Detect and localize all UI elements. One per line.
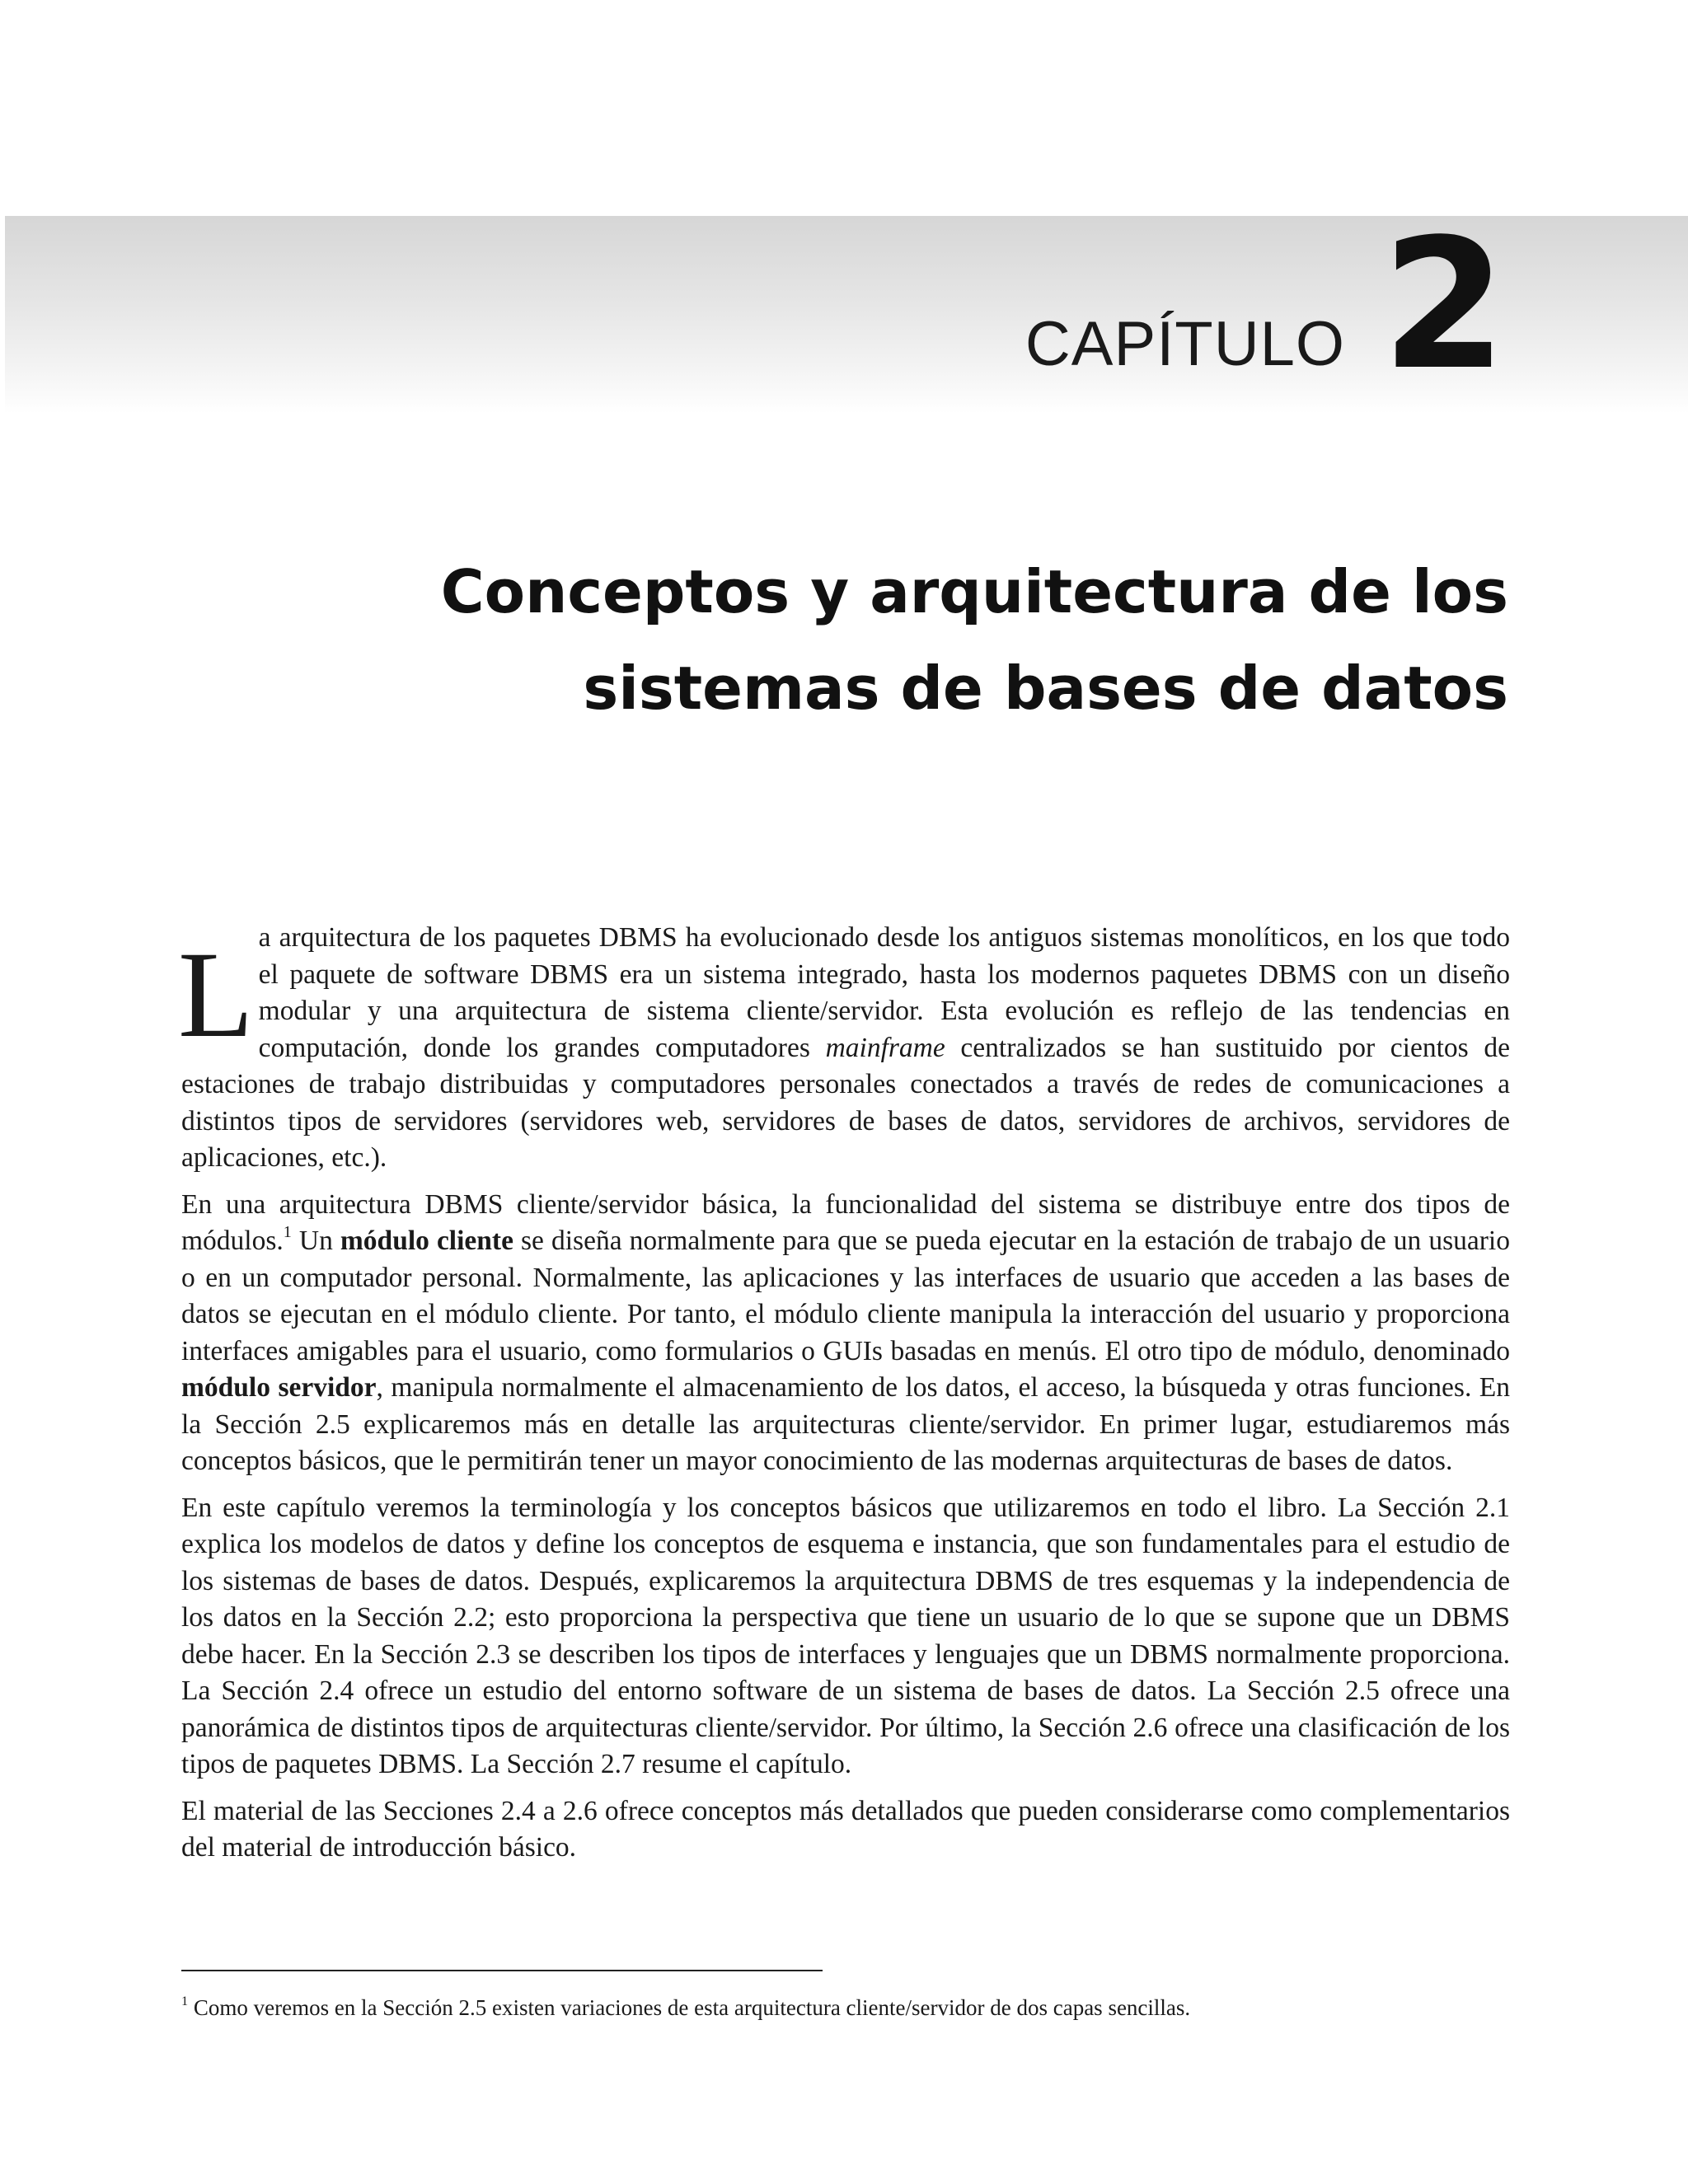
paragraph-client-server (181, 1187, 1510, 1480)
intro-italic-term: mainframe (825, 1032, 945, 1063)
footnote-divider (181, 1970, 823, 1971)
term-modulo-servidor: módulo servidor (181, 1372, 377, 1403)
term-modulo-cliente: módulo cliente (340, 1226, 513, 1256)
cs-text-a: En una arquitectura DBMS cliente/servidor básica, la funcionalidad del sistema se distribuye entre dos tipos de módulos. (181, 1188, 1510, 1256)
cs-text-d: , manipula normalmente el almacenamiento de los datos, el acceso, la búsqueda y otras funciones. En la Sección 2.5 explicaremos más en detalle las arquitecturas cliente/servidor. En primer lugar, estudiaremos más conceptos básicos, que le permitirán tener un mayor conocimiento de las modernas arquitecturas de bases de datos. (181, 1372, 1510, 1476)
footnote-reference[interactable]: 1 (283, 1222, 292, 1241)
footnote-number: 1 (181, 1993, 189, 2008)
chapter-label: CAPÍTULO (1025, 309, 1345, 379)
chapter-title-line-2: sistemas de bases de datos (583, 654, 1508, 723)
intro-text-b: centralizados se han sustituido por cientos de estaciones de trabajo distribuidas y computadores personales conectados a través de redes de comunicaciones a distintos tipos de servidores (servidores web, servidores de bases de datos, servidores de archivos, servidores de aplicaciones, etc.). (181, 1032, 1511, 1173)
footnote-text: Como veremos en la Sección 2.5 existen variaciones de esta arquitectura cliente/servidor de dos capas sencillas. (188, 1995, 1191, 2020)
paragraph-advanced-sections: El material de las Secciones 2.4 a 2.6 ofrece conceptos más detallados que pueden considerarse como complementarios del material de introducción básico. (181, 1795, 1510, 1863)
chapter-title-line-1: Conceptos y arquitectura de los (440, 557, 1508, 626)
cs-text-c: se diseña normalmente para que se pueda ejecutar en la estación de trabajo de un usuario o en un computador personal. Normalmente, las aplicaciones y las interfaces de usuario que acceden a las bases de datos se ejecutan en el módulo cliente. Por tanto, el módulo cliente manipula la interacción del usuario y proporciona interfaces amigables para el usuario, como formularios o GUIs basadas en menús. El otro tipo de módulo, denominado (181, 1226, 1510, 1366)
intro-text-a: a arquitectura de los paquetes DBMS ha evolucionado desde los antiguos sistemas monolíticos, en los que todo el paquete de software DBMS era un sistema integrado, hasta los modernos paquetes DBMS con un diseño modular y una arquitectura de sistema cliente/servidor. Esta evolución es reflejo de las tendencias en computación, donde los grandes computadores (258, 922, 1510, 1063)
chapter-title (272, 544, 1508, 737)
drop-cap: L (178, 926, 254, 1063)
paragraph-chapter-overview: En este capítulo veremos la terminología y los conceptos básicos que utilizaremos en todo el libro. La Sección 2.1 explica los modelos de datos y define los conceptos de esquema e instancia, que son fundamentales para el estudio de los sistemas de bases de datos. Después, explicaremos la arquitectura DBMS de tres esquemas y la independencia de los datos en la Sección 2.2; esto proporciona la perspectiva que tiene un usuario de lo que se supone que un DBMS debe hacer. En la Sección 2.3 se describen los tipos de interfaces y lenguajes que un DBMS normalmente proporciona. La Sección 2.4 ofrece un estudio del entorno software de un sistema de bases de datos. La Sección 2.5 ofrece una panorámica de distintos tipos de arquitecturas cliente/servidor. Por último, la Sección 2.6 ofrece una clasificación de los tipos de paquetes DBMS. La Sección 2.7 resume el capítulo. (181, 1492, 1510, 1779)
paragraph-intro (178, 920, 1511, 1177)
chapter-body (178, 920, 1511, 1877)
cs-text-b: Un (291, 1226, 340, 1256)
chapter-number: 2 (1381, 201, 1507, 410)
footnote (181, 1993, 1510, 2022)
